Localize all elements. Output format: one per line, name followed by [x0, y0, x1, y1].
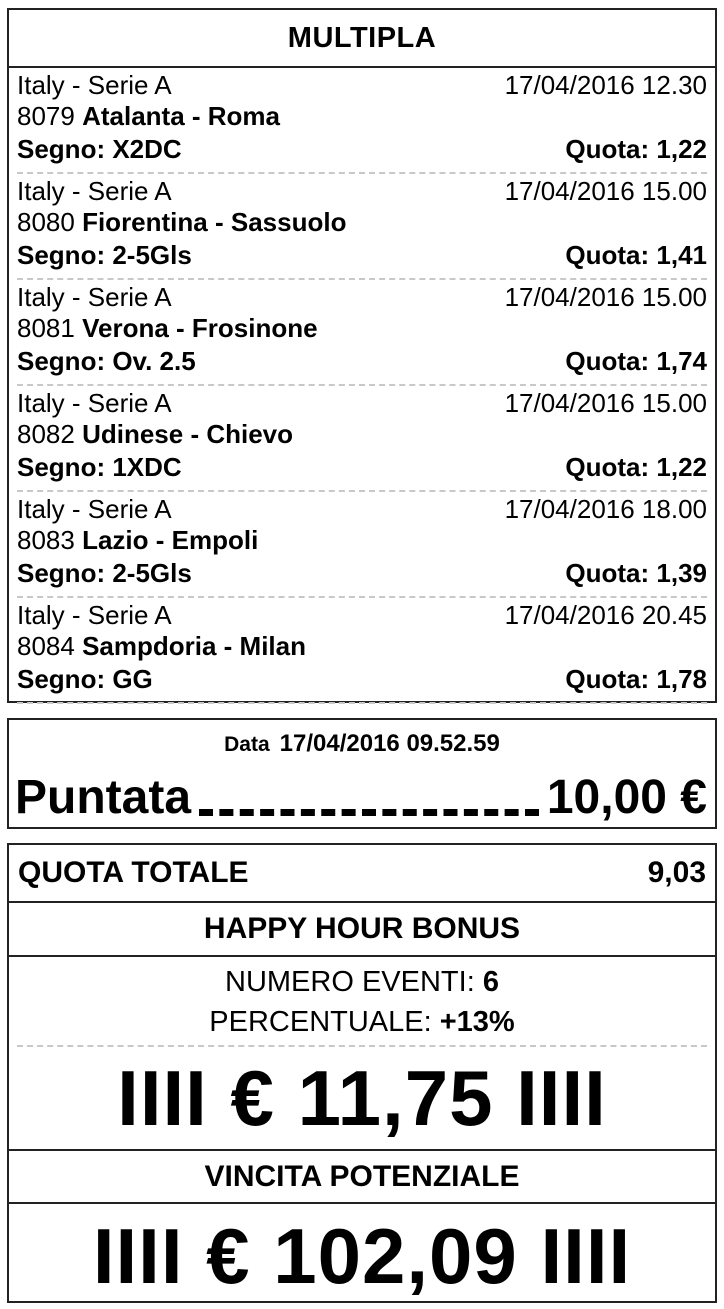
event-teams: Atalanta - Roma: [82, 101, 280, 131]
puntata-row: [15, 770, 707, 826]
event-match: [17, 419, 293, 450]
quota-totale-value: 9,03: [647, 856, 706, 889]
dotted-leader: [199, 809, 539, 816]
event-league: Italy - Serie A: [17, 70, 172, 100]
event-quota: Quota: 1,74: [565, 346, 707, 376]
event-code: 8081: [17, 313, 75, 343]
event-code: 8079: [17, 101, 75, 131]
event-match: [17, 207, 346, 238]
bonus-amount: IIII € 11,75 IIII: [9, 1047, 715, 1151]
event-league: Italy - Serie A: [17, 388, 172, 418]
event-code: 8080: [17, 207, 75, 237]
bet-ticket: [7, 8, 717, 703]
event-datetime: 17/04/2016 20.45: [504, 600, 707, 630]
event-league: Italy - Serie A: [17, 600, 172, 630]
event-teams: Udinese - Chievo: [82, 419, 294, 449]
numero-eventi-line: [17, 962, 707, 1002]
event-teams: Lazio - Empoli: [82, 525, 259, 555]
event-segno: Segno: Ov. 2.5: [17, 346, 196, 376]
event-row: [17, 598, 707, 704]
event-datetime: 17/04/2016 15.00: [504, 388, 707, 418]
percentuale-label: PERCENTUALE:: [209, 1006, 432, 1038]
event-match: [17, 101, 280, 132]
event-segno: Segno: 2-5Gls: [17, 558, 192, 588]
stake-box: [7, 718, 717, 829]
quota-totale-row: [9, 845, 715, 903]
puntata-label: Puntata: [15, 771, 192, 824]
event-teams: Sampdoria - Milan: [82, 631, 306, 661]
event-segno: Segno: 1XDC: [17, 452, 182, 482]
quota-totale-label: QUOTA TOTALE: [18, 856, 249, 889]
event-list: [9, 68, 715, 704]
summary-box: [7, 843, 717, 1303]
ticket-title: MULTIPLA: [9, 10, 715, 68]
event-quota: Quota: 1,22: [565, 452, 707, 482]
event-teams: Fiorentina - Sassuolo: [82, 207, 347, 237]
date-row: [9, 730, 715, 758]
event-datetime: 17/04/2016 15.00: [504, 176, 707, 206]
event-match: [17, 313, 318, 344]
event-datetime: 17/04/2016 15.00: [504, 282, 707, 312]
date-value: 17/04/2016 09.52.59: [279, 730, 500, 757]
puntata-value: 10,00 €: [546, 771, 707, 824]
event-quota: Quota: 1,39: [565, 558, 707, 588]
event-league: Italy - Serie A: [17, 176, 172, 206]
numero-eventi-value: 6: [482, 966, 499, 998]
event-code: 8082: [17, 419, 75, 449]
vincita-label: VINCITA POTENZIALE: [9, 1151, 715, 1204]
percentuale-line: [17, 1002, 707, 1042]
vincita-amount: IIII € 102,09 IIII: [92, 1212, 632, 1300]
event-row: [17, 492, 707, 598]
event-match: [17, 631, 306, 662]
event-segno: Segno: X2DC: [17, 134, 182, 164]
bonus-details: [17, 957, 707, 1047]
percentuale-value: +13%: [439, 1006, 515, 1038]
event-row: [17, 174, 707, 280]
bonus-title: HAPPY HOUR BONUS: [9, 903, 715, 957]
numero-eventi-label: NUMERO EVENTI:: [225, 966, 475, 998]
event-league: Italy - Serie A: [17, 494, 172, 524]
event-quota: Quota: 1,41: [565, 240, 707, 270]
event-match: [17, 525, 258, 556]
event-row: [17, 280, 707, 386]
event-datetime: 17/04/2016 18.00: [504, 494, 707, 524]
date-label: Data: [224, 733, 270, 756]
event-code: 8084: [17, 631, 75, 661]
event-segno: Segno: GG: [17, 664, 153, 694]
event-code: 8083: [17, 525, 75, 555]
event-row: [17, 386, 707, 492]
event-quota: Quota: 1,22: [565, 134, 707, 164]
event-datetime: 17/04/2016 12.30: [504, 70, 707, 100]
event-teams: Verona - Frosinone: [82, 313, 318, 343]
event-segno: Segno: 2-5Gls: [17, 240, 192, 270]
event-league: Italy - Serie A: [17, 282, 172, 312]
event-quota: Quota: 1,78: [565, 664, 707, 694]
event-row: [17, 68, 707, 174]
